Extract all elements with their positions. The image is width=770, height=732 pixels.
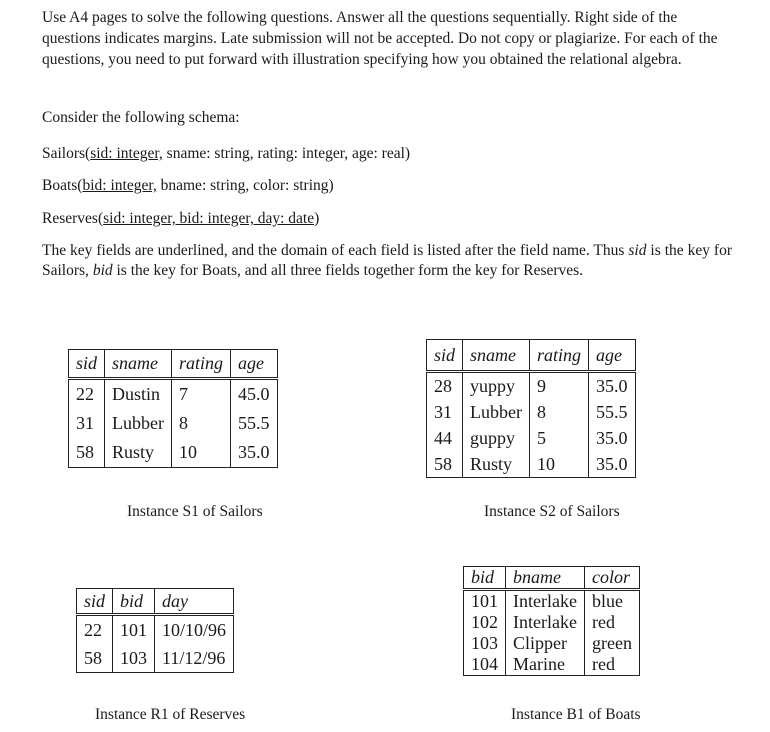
sailors-schema: [42, 143, 732, 164]
cell: 11/12/96: [155, 644, 234, 673]
col-rating: rating: [172, 350, 231, 379]
cell: 101: [464, 590, 506, 613]
cell: red: [584, 654, 639, 676]
cell: 35.0: [589, 372, 636, 400]
table-row: [69, 409, 278, 438]
cell: 103: [113, 644, 155, 673]
cell: Clipper: [506, 633, 585, 654]
cell: Marine: [506, 654, 585, 676]
cell: Interlake: [506, 612, 585, 633]
schema-key: sid: integer,: [90, 145, 163, 162]
s2-caption: Instance S2 of Sailors: [484, 503, 620, 520]
s1-caption: Instance S1 of Sailors: [127, 503, 263, 520]
reserves-schema: [42, 208, 732, 229]
boats-schema: [42, 175, 732, 196]
cell: 28: [427, 372, 463, 400]
schema-name: Sailors(: [42, 145, 91, 162]
cell: 101: [113, 615, 155, 645]
table-row: [77, 644, 234, 673]
cell: guppy: [463, 425, 530, 451]
cell: 58: [427, 451, 463, 478]
schema-key: bid: integer,: [82, 177, 157, 194]
cell: 58: [77, 644, 113, 673]
cell: blue: [584, 590, 639, 613]
table-row: [464, 633, 640, 654]
table-row: [427, 399, 636, 425]
table-row: [464, 654, 640, 676]
table-row: [464, 612, 640, 633]
note-text: The key fields are underlined, and the domain of each field is listed after the field name. Thus: [42, 242, 629, 259]
col-age: age: [589, 340, 636, 372]
cell: 22: [69, 379, 105, 410]
col-color: color: [584, 567, 639, 590]
note-sid: sid: [628, 242, 647, 259]
cell: 8: [530, 399, 589, 425]
table-row: [464, 590, 640, 613]
col-age: age: [231, 350, 278, 379]
reserves-r1-table: [76, 588, 234, 673]
cell: Interlake: [506, 590, 585, 613]
col-day: day: [155, 589, 234, 615]
key-fields-note: [42, 241, 732, 281]
cell: 22: [77, 615, 113, 645]
col-sid: sid: [77, 589, 113, 615]
cell: 35.0: [589, 425, 636, 451]
col-bname: bname: [506, 567, 585, 590]
schema-name: Reserves(: [42, 210, 104, 227]
cell: 8: [172, 409, 231, 438]
cell: 10/10/96: [155, 615, 234, 645]
table-row: [69, 379, 278, 410]
cell: 31: [427, 399, 463, 425]
table-row: [427, 372, 636, 400]
table-row: [77, 615, 234, 645]
note-text: is the key for Sailors,: [42, 242, 732, 279]
cell: 45.0: [231, 379, 278, 410]
col-sid: sid: [427, 340, 463, 372]
cell: green: [584, 633, 639, 654]
cell: 102: [464, 612, 506, 633]
cell: 5: [530, 425, 589, 451]
sailors-s1-table: [68, 349, 278, 468]
col-bid: bid: [113, 589, 155, 615]
col-sid: sid: [69, 350, 105, 379]
instructions-paragraph: Use A4 pages to solve the following questions. Answer all the questions sequentially. Right side of the questions indicates margins. Late submission will not be accepted. Do not copy or plagiarize. For each of the questions, you need to put forward with illustration specifying how you obtained the relational algebra.: [42, 9, 718, 68]
cell: 10: [172, 438, 231, 468]
cell: 44: [427, 425, 463, 451]
cell: red: [584, 612, 639, 633]
cell: 31: [69, 409, 105, 438]
boats-b1-table: [463, 566, 640, 676]
cell: 9: [530, 372, 589, 400]
cell: 35.0: [589, 451, 636, 478]
note-text: is the key for Boats, and all three fields together form the key for Reserves.: [112, 262, 584, 279]
cell: 35.0: [231, 438, 278, 468]
cell: Lubber: [463, 399, 530, 425]
cell: 103: [464, 633, 506, 654]
note-bid: bid: [92, 262, 113, 279]
cell: 104: [464, 654, 506, 676]
schema-fields: ): [314, 210, 320, 227]
schema-key: sid: integer, bid: integer, day: date: [103, 210, 315, 227]
col-sname: sname: [463, 340, 530, 372]
table-row: [69, 438, 278, 468]
schema-name: Boats(: [42, 177, 83, 194]
table-row: [427, 425, 636, 451]
b1-caption: Instance B1 of Boats: [511, 706, 641, 723]
schema-fields: sname: string, rating: integer, age: real): [162, 145, 411, 162]
cell: Dustin: [105, 379, 172, 410]
cell: 55.5: [589, 399, 636, 425]
cell: Rusty: [105, 438, 172, 468]
cell: Rusty: [463, 451, 530, 478]
table-row: [427, 451, 636, 478]
schema-fields: bname: string, color: string): [156, 177, 334, 194]
col-rating: rating: [530, 340, 589, 372]
col-sname: sname: [105, 350, 172, 379]
col-bid: bid: [464, 567, 506, 590]
cell: yuppy: [463, 372, 530, 400]
cell: 58: [69, 438, 105, 468]
sailors-s2-table: [426, 339, 636, 478]
cell: 7: [172, 379, 231, 410]
r1-caption: Instance R1 of Reserves: [95, 706, 246, 723]
cell: 10: [530, 451, 589, 478]
cell: 55.5: [231, 409, 278, 438]
schema-intro: Consider the following schema:: [42, 109, 240, 126]
cell: Lubber: [105, 409, 172, 438]
